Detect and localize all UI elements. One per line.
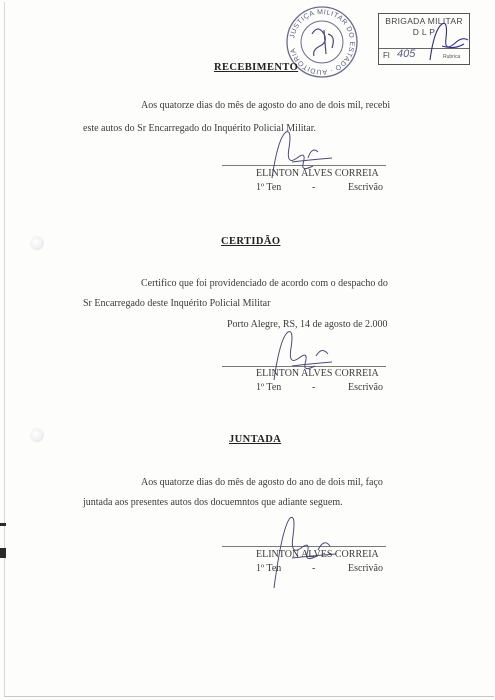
juntada-line-1: Aos quatorze dias do mês de agosto do ano de dois mil, faço xyxy=(141,477,383,488)
certidao-signer-name: ELINTON ALVES CORREIA xyxy=(256,368,379,379)
juntada-signer-name: ELINTON ALVES CORREIA xyxy=(256,549,379,560)
recebimento-signer-name: ELINTON ALVES CORREIA xyxy=(256,168,379,179)
certidao-line-1: Certifico que foi providenciado de acordo com o despacho do xyxy=(141,278,388,289)
folio-label: Fl xyxy=(383,51,390,60)
juntada-handwritten-signature xyxy=(260,498,346,592)
juntada-signer-role: Escrivão xyxy=(348,563,383,574)
stamp-initials-signature xyxy=(420,16,480,68)
edge-mark-bottom xyxy=(0,548,6,558)
recebimento-heading: RECEBIMENTO xyxy=(214,62,299,73)
juntada-line-2: juntada aos presentes autos dos docuemntos que adiante seguem. xyxy=(83,497,343,508)
certidao-signer-dash: - xyxy=(312,382,316,393)
stamp-line-2: D L P xyxy=(412,27,436,37)
punch-hole-bottom xyxy=(30,428,44,442)
edge-mark-top xyxy=(0,523,6,526)
folio-number: 405 xyxy=(397,48,416,60)
juntada-heading: JUNTADA xyxy=(229,434,282,445)
certidao-signer-rank: 1º Ten xyxy=(256,382,282,393)
svg-text:JUSTIÇA MILITAR DO ESTADO · AU xyxy=(289,9,355,75)
certidao-signer-role: Escrivão xyxy=(348,382,383,393)
rubrica-label: Rubrica xyxy=(443,54,461,60)
recebimento-line-1: Aos quatorze dias do mês de agosto do ano de dois mil, recebi xyxy=(141,100,391,111)
punch-hole-top xyxy=(30,236,44,250)
certidao-line-2: Sr Encarregado deste Inquérito Policial Militar xyxy=(83,298,271,309)
juntada-signer-rank: 1º Ten xyxy=(256,563,282,574)
certidao-heading: CERTIDÃO xyxy=(221,236,281,247)
certidao-place-date: Porto Alegre, RS, 14 de agosto de 2.000 xyxy=(227,319,388,330)
juntada-signer-dash: - xyxy=(312,563,316,574)
recebimento-signer-rank: 1º Ten xyxy=(256,182,282,193)
seal-text: JUSTIÇA MILITAR DO ESTADO · AUDITORIA xyxy=(289,8,356,76)
stamp-line-1: BRIGADA MILITAR xyxy=(385,16,463,26)
recebimento-signer-dash: - xyxy=(312,182,316,193)
recebimento-line-2: este autos do Sr Encarregado do Inquérito Policial Militar. xyxy=(83,123,316,134)
recebimento-signer-role: Escrivão xyxy=(348,182,383,193)
